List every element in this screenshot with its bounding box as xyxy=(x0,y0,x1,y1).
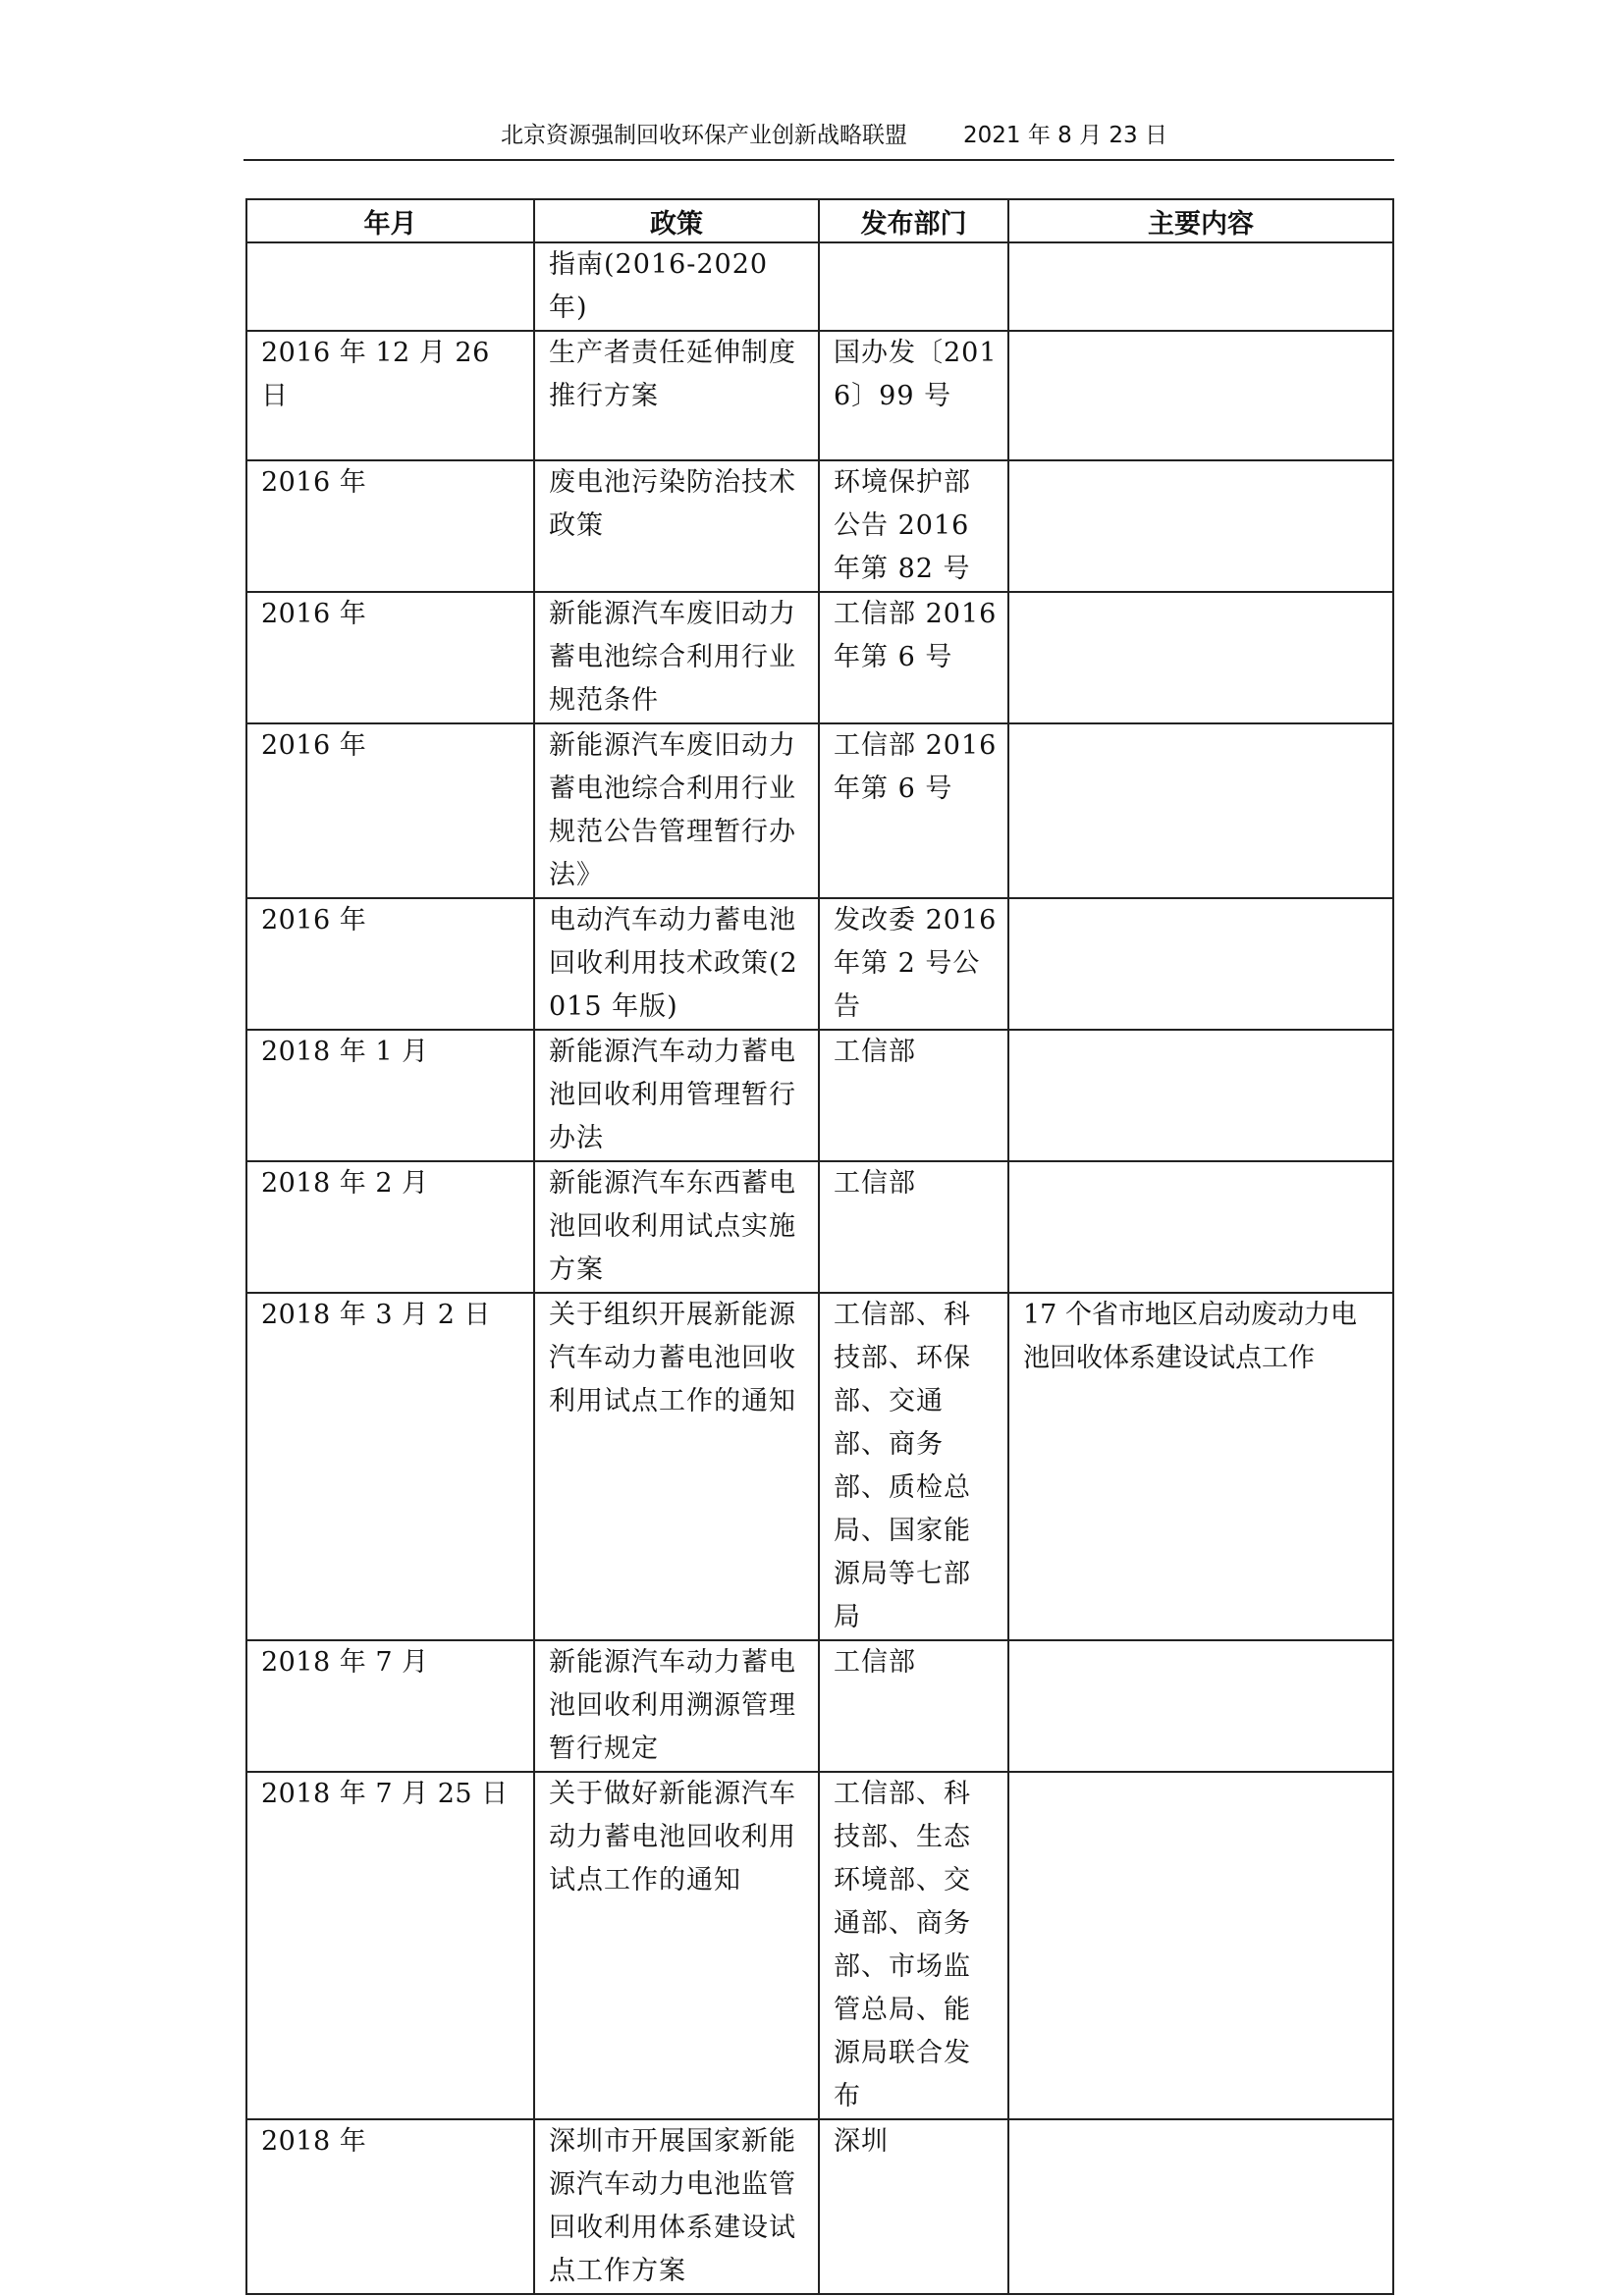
cell-year: 2016 年 xyxy=(246,460,534,592)
cell-content xyxy=(1008,2119,1393,2294)
cell-department: 工信部 xyxy=(819,1161,1008,1293)
cell-department: 工信部 xyxy=(819,1640,1008,1772)
cell-department: 国办发〔2016〕99 号 xyxy=(819,331,1008,460)
table-row xyxy=(246,592,1393,723)
column-header-year: 年月 xyxy=(246,199,534,242)
cell-department: 工信部 2016 年第 6 号 xyxy=(819,592,1008,723)
table-row xyxy=(246,331,1393,460)
cell-year: 2016 年 xyxy=(246,592,534,723)
cell-content xyxy=(1008,242,1393,331)
cell-year: 2018 年 3 月 2 日 xyxy=(246,1293,534,1640)
cell-year: 2018 年 xyxy=(246,2119,534,2294)
cell-content: 17 个省市地区启动废动力电池回收体系建设试点工作 xyxy=(1008,1293,1393,1640)
cell-year: 2016 年 xyxy=(246,898,534,1030)
table-row xyxy=(246,2119,1393,2294)
cell-content xyxy=(1008,898,1393,1030)
cell-content xyxy=(1008,723,1393,898)
table-row xyxy=(246,242,1393,331)
cell-department: 环境保护部公告 2016 年第 82 号 xyxy=(819,460,1008,592)
cell-department: 发改委 2016 年第 2 号公告 xyxy=(819,898,1008,1030)
cell-policy: 新能源汽车动力蓄电池回收利用管理暂行办法 xyxy=(534,1030,819,1161)
table-row xyxy=(246,460,1393,592)
page-header xyxy=(244,116,1394,161)
table-row xyxy=(246,1640,1393,1772)
cell-policy: 新能源汽车东西蓄电池回收利用试点实施方案 xyxy=(534,1161,819,1293)
cell-content xyxy=(1008,592,1393,723)
column-header-department: 发布部门 xyxy=(819,199,1008,242)
table-row xyxy=(246,1293,1393,1640)
table-row xyxy=(246,723,1393,898)
cell-policy: 关于组织开展新能源汽车动力蓄电池回收利用试点工作的通知 xyxy=(534,1293,819,1640)
cell-department: 深圳 xyxy=(819,2119,1008,2294)
cell-policy: 电动汽车动力蓄电池回收利用技术政策(2015 年版) xyxy=(534,898,819,1030)
column-header-content: 主要内容 xyxy=(1008,199,1393,242)
table-row xyxy=(246,1030,1393,1161)
cell-content xyxy=(1008,1161,1393,1293)
cell-content xyxy=(1008,1772,1393,2119)
header-organization: 北京资源强制回收环保产业创新战略联盟 xyxy=(501,123,907,148)
cell-year: 2018 年 7 月 xyxy=(246,1640,534,1772)
cell-content xyxy=(1008,460,1393,592)
policy-table xyxy=(245,198,1394,2295)
cell-policy: 深圳市开展国家新能源汽车动力电池监管回收利用体系建设试点工作方案 xyxy=(534,2119,819,2294)
cell-year xyxy=(246,242,534,331)
cell-department xyxy=(819,242,1008,331)
cell-year: 2018 年 1 月 xyxy=(246,1030,534,1161)
table-row xyxy=(246,1772,1393,2119)
cell-department: 工信部、科技部、环保部、交通部、商务部、质检总局、国家能源局等七部局 xyxy=(819,1293,1008,1640)
table-row xyxy=(246,1161,1393,1293)
cell-content xyxy=(1008,1030,1393,1161)
column-header-policy: 政策 xyxy=(534,199,819,242)
cell-year: 2016 年 xyxy=(246,723,534,898)
header-date: 2021 年 8 月 23 日 xyxy=(963,123,1167,148)
cell-year: 2016 年 12 月 26 日 xyxy=(246,331,534,460)
table-row xyxy=(246,898,1393,1030)
cell-content xyxy=(1008,1640,1393,1772)
cell-policy: 关于做好新能源汽车动力蓄电池回收利用试点工作的通知 xyxy=(534,1772,819,2119)
cell-policy: 废电池污染防治技术政策 xyxy=(534,460,819,592)
table-header-row xyxy=(246,199,1393,242)
cell-policy: 新能源汽车废旧动力蓄电池综合利用行业规范条件 xyxy=(534,592,819,723)
cell-content xyxy=(1008,331,1393,460)
cell-year: 2018 年 7 月 25 日 xyxy=(246,1772,534,2119)
cell-department: 工信部 2016 年第 6 号 xyxy=(819,723,1008,898)
cell-year: 2018 年 2 月 xyxy=(246,1161,534,1293)
cell-policy: 新能源汽车动力蓄电池回收利用溯源管理暂行规定 xyxy=(534,1640,819,1772)
cell-policy: 新能源汽车废旧动力蓄电池综合利用行业规范公告管理暂行办法》 xyxy=(534,723,819,898)
cell-department: 工信部 xyxy=(819,1030,1008,1161)
cell-policy: 生产者责任延伸制度推行方案 xyxy=(534,331,819,460)
cell-department: 工信部、科技部、生态环境部、交通部、商务部、市场监管总局、能源局联合发布 xyxy=(819,1772,1008,2119)
cell-policy: 指南(2016-2020 年) xyxy=(534,242,819,331)
